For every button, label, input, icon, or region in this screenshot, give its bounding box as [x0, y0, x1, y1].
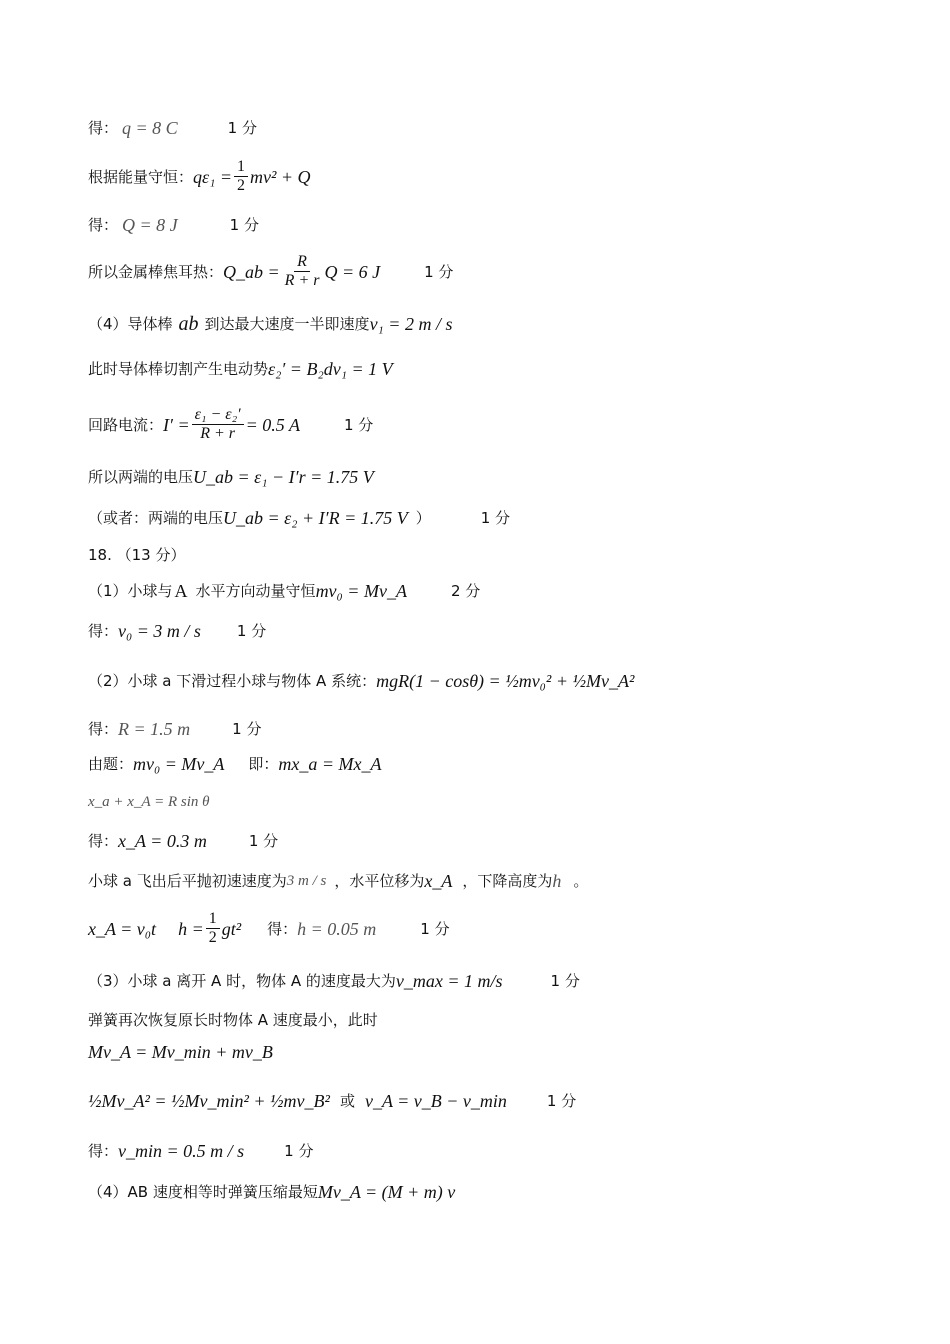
formula: U_ab = ε₁ − I′r = 1.75 V — [193, 467, 374, 487]
line-text: 得： — [267, 919, 298, 938]
formula: ε₂′ = B₂dv₁ = 1 V — [268, 359, 393, 379]
answer-line-6 — [88, 358, 393, 380]
line-text: 得： — [88, 622, 119, 640]
formula-post: = 0.5 A — [245, 414, 300, 435]
answer-line-18 — [88, 870, 588, 892]
answer-line-2 — [88, 158, 311, 195]
formula: v_min = 0.5 m / s — [118, 1141, 245, 1161]
line-text: 得： — [88, 216, 119, 234]
line-text: 由题： — [88, 755, 134, 773]
formula: q = 8 C — [122, 118, 178, 138]
formula-pre: h = — [178, 918, 204, 939]
fraction-numerator: 1 — [234, 158, 248, 177]
score: 1 分 — [550, 972, 580, 990]
formula: Mv_A = Mv_min + mv_B — [88, 1042, 273, 1062]
formula: ½Mv_A² = ½Mv_min² + ½mv_B² — [88, 1091, 330, 1111]
fraction — [282, 253, 323, 290]
formula-2: v_A = v_B − v_min — [364, 1091, 507, 1111]
score: 1 分 — [229, 216, 259, 234]
answer-line-19 — [88, 910, 450, 947]
line-text: （2）小球 a 下滑过程小球与物体 A 系统： — [88, 672, 377, 690]
formula: A — [174, 581, 188, 601]
line-text: 得： — [88, 1142, 119, 1160]
formula: v₀ = 3 m / s — [118, 621, 201, 641]
formula-2: mx_a = Mx_A — [278, 754, 382, 774]
answer-line-3 — [88, 214, 259, 236]
formula-2: v₁ = 2 m / s — [369, 314, 453, 334]
answer-line-8 — [88, 466, 374, 488]
answer-line-5 — [88, 313, 452, 335]
line-text: 所以金属棒焦耳热： — [88, 262, 224, 281]
line-text: 回路电流： — [88, 415, 164, 434]
answer-line-4 — [88, 253, 453, 290]
score: 1 分 — [232, 720, 262, 738]
line-text: 弹簧再次恢复原长时物体 A 速度最小，此时 — [88, 1011, 378, 1029]
score: 1 分 — [284, 1142, 314, 1160]
line-text: 所以两端的电压 — [88, 468, 194, 486]
formula-2: x_A — [424, 871, 453, 891]
answer-line-22 — [88, 1041, 273, 1063]
score: 1 分 — [420, 919, 450, 938]
score: 1 分 — [227, 119, 257, 137]
fraction-denominator: R + r — [200, 425, 235, 442]
fraction-denominator: 2 — [237, 177, 246, 194]
formula: x_A = 0.3 m — [118, 831, 207, 851]
line-text: 得： — [88, 832, 119, 850]
formula-post: mv² + Q — [250, 166, 311, 187]
answer-line-13 — [88, 670, 634, 692]
formula: 3 m / s — [286, 873, 327, 889]
formula: U_ab = ε₂ + I′R = 1.75 V — [223, 508, 408, 528]
fraction-numerator: R — [294, 253, 310, 272]
formula: mv₀ = Mv_A — [133, 754, 225, 774]
answer-line-12 — [88, 620, 266, 642]
answer-line-9 — [88, 507, 510, 529]
formula: x_A = v₀t — [88, 918, 157, 939]
answer-line-24 — [88, 1140, 313, 1162]
answer-line-7 — [88, 406, 373, 443]
formula-2: h = 0.05 m — [297, 918, 377, 939]
answer-line-21 — [88, 1009, 378, 1031]
formula: ab — [178, 313, 199, 335]
line-text: （4）导体棒 — [88, 315, 173, 333]
line-text-2: 到达最大速度一半即速度 — [204, 315, 370, 333]
line-text: （1）小球与 — [88, 582, 173, 600]
score: 1 分 — [248, 832, 279, 850]
line-text: 此时导体棒切割产生电动势 — [88, 360, 269, 378]
formula-2: mv₀ = Mv_A — [315, 581, 407, 601]
score: 1 分 — [236, 622, 267, 640]
answer-line-23 — [88, 1090, 576, 1112]
score: 1 分 — [343, 415, 374, 434]
answer-line-14 — [88, 718, 261, 740]
line-text: 小球 a 飞出后平抛初速速度为 — [88, 872, 287, 890]
line-text: （4）AB 速度相等时弹簧压缩最短 — [88, 1183, 318, 1201]
formula-3: h — [552, 871, 562, 891]
line-text: （3）小球 a 离开 A 时，物体 A 的速度最大为 — [88, 972, 396, 990]
formula-pre: Q_ab = — [223, 261, 280, 282]
answer-line-1 — [88, 117, 257, 139]
fraction-denominator: 2 — [208, 929, 217, 946]
score: 1 分 — [546, 1092, 577, 1110]
line-text-3: ，下降高度为 — [462, 872, 553, 890]
formula-post: Q = 6 J — [324, 261, 381, 282]
answer-line-16 — [88, 791, 210, 813]
line-text-2: ，水平位移为 — [334, 872, 425, 890]
line-text-2: 水平方向动量守恒 — [195, 582, 316, 600]
answer-line-15 — [88, 753, 382, 775]
line-text: 得： — [88, 720, 119, 738]
answer-line-11 — [88, 580, 480, 602]
formula-post: gt² — [221, 918, 242, 939]
fraction-numerator: 1 — [206, 910, 220, 929]
line-text-4: 。 — [573, 872, 589, 890]
fraction — [206, 910, 220, 947]
formula-pre: qε₁ = — [193, 166, 233, 187]
answer-line-25 — [88, 1181, 455, 1203]
formula: Q = 8 J — [122, 215, 178, 235]
formula-pre: I′ = — [163, 414, 190, 435]
fraction — [192, 406, 244, 443]
formula: R = 1.5 m — [118, 719, 191, 739]
formula: mgR(1 − cosθ) = ½mv₀² + ½Mv_A² — [376, 671, 635, 691]
formula: x_a + x_A = R sin θ — [88, 794, 210, 810]
score: 1 分 — [480, 509, 511, 527]
formula: v_max = 1 m/s — [395, 971, 503, 991]
line-text-2: ） — [415, 509, 431, 527]
line-text-2: 即： — [248, 755, 279, 773]
line-text: 或 — [339, 1092, 355, 1110]
answer-line-17 — [88, 830, 278, 852]
formula: Mv_A = (M + m) v — [317, 1182, 456, 1202]
score: 1 分 — [424, 262, 454, 281]
score: 2 分 — [450, 582, 481, 600]
answer-line-20 — [88, 970, 580, 992]
fraction — [234, 158, 248, 195]
fraction-denominator: R + r — [284, 272, 320, 289]
line-text: （或者：两端的电压 — [88, 509, 224, 527]
line-text: 根据能量守恒： — [88, 167, 194, 186]
question-heading-18 — [88, 544, 185, 566]
line-text: 得： — [88, 119, 119, 137]
fraction-numerator: ε₁ − ε₂′ — [192, 406, 244, 425]
line-text: 18. （13 分） — [88, 546, 186, 564]
